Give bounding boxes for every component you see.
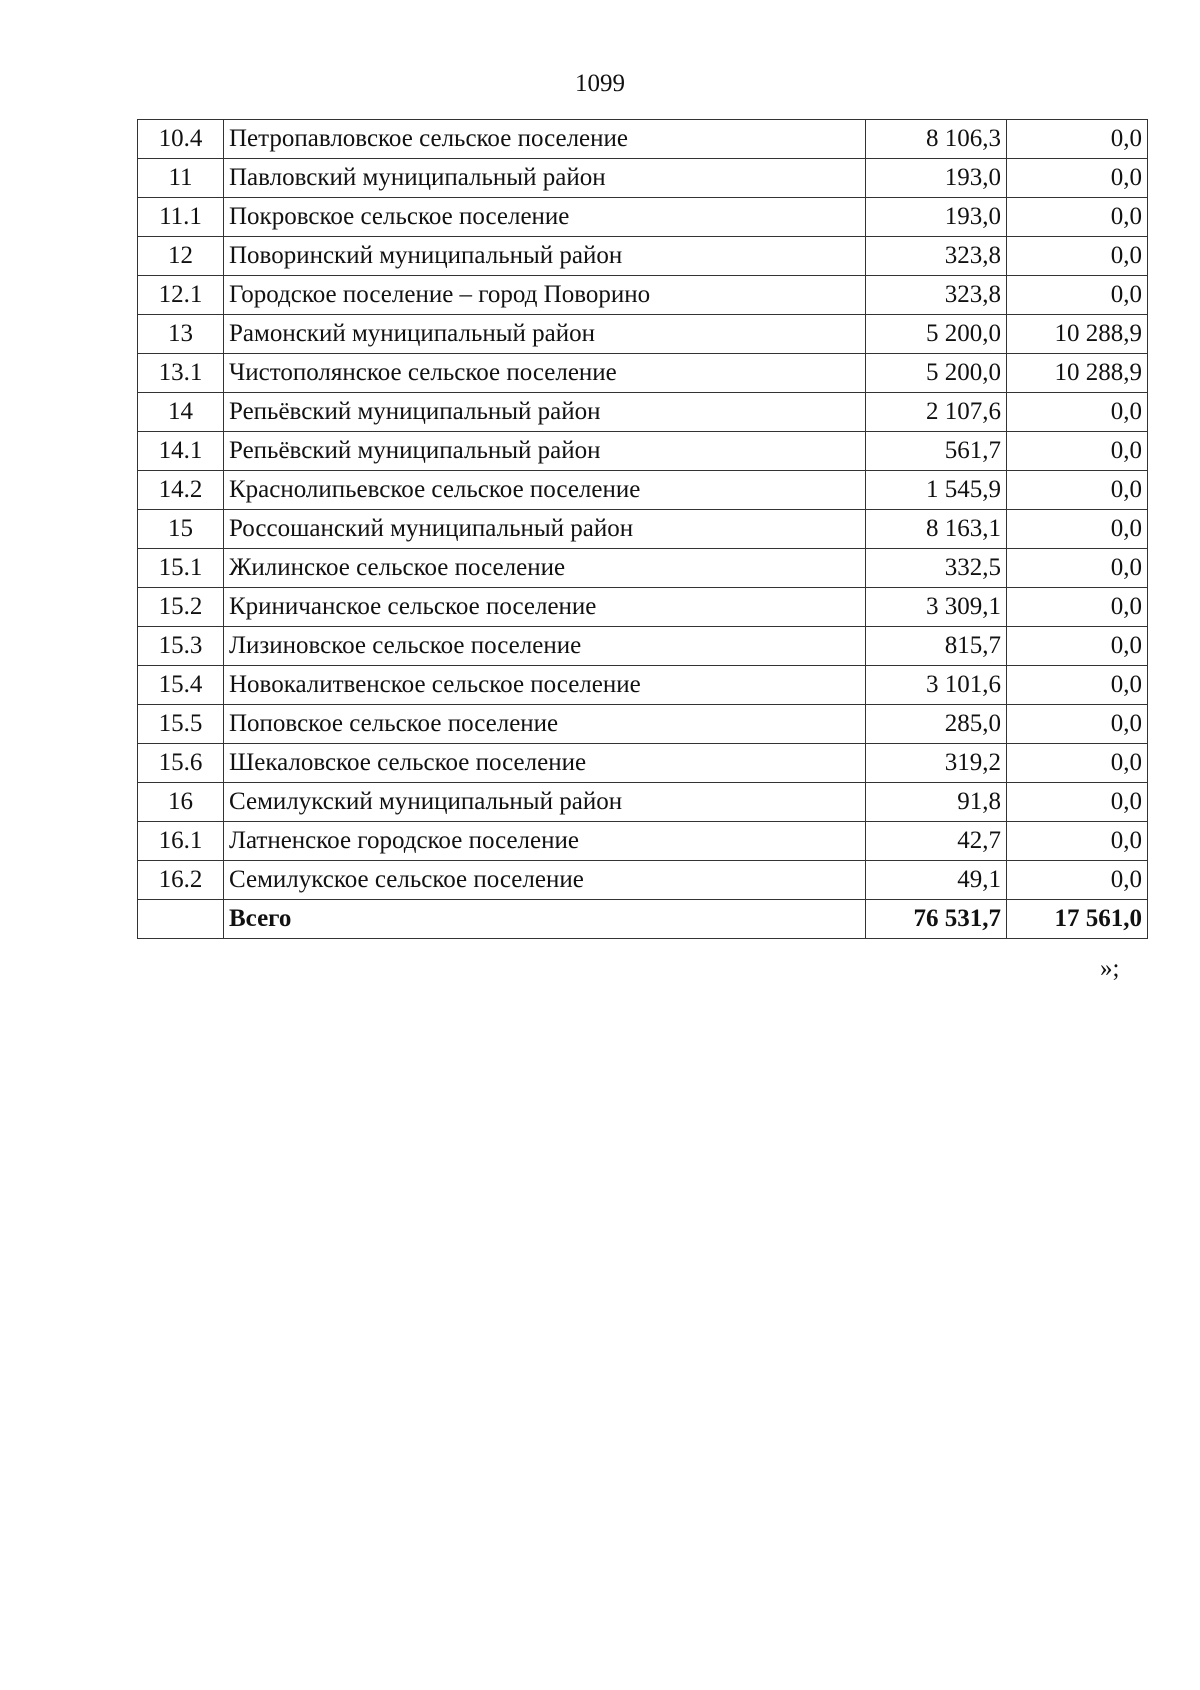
row-name-cell: Россошанский муниципальный район — [224, 510, 866, 549]
row-value-2-cell: 0,0 — [1007, 588, 1148, 627]
row-value-2-cell: 0,0 — [1007, 705, 1148, 744]
row-name-cell: Поворинский муниципальный район — [224, 237, 866, 276]
table-row — [138, 354, 1148, 393]
table-row — [138, 549, 1148, 588]
row-number-cell: 14 — [138, 393, 224, 432]
row-value-2-cell: 0,0 — [1007, 627, 1148, 666]
table-row — [138, 432, 1148, 471]
row-value-2-cell: 0,0 — [1007, 393, 1148, 432]
row-value-2-cell: 10 288,9 — [1007, 354, 1148, 393]
row-value-2-cell: 0,0 — [1007, 549, 1148, 588]
row-number-cell: 16.2 — [138, 861, 224, 900]
row-name-cell: Жилинское сельское поселение — [224, 549, 866, 588]
row-number-cell: 15.1 — [138, 549, 224, 588]
row-number-cell: 16 — [138, 783, 224, 822]
row-value-1-cell: 8 106,3 — [866, 120, 1007, 159]
row-name-cell: Поповское сельское поселение — [224, 705, 866, 744]
table-row — [138, 705, 1148, 744]
row-number-cell: 10.4 — [138, 120, 224, 159]
table-body — [138, 120, 1148, 939]
row-value-1-cell: 815,7 — [866, 627, 1007, 666]
row-value-1-cell: 8 163,1 — [866, 510, 1007, 549]
row-value-2-cell: 10 288,9 — [1007, 315, 1148, 354]
table-row — [138, 198, 1148, 237]
row-number-cell: 12.1 — [138, 276, 224, 315]
row-name-cell: Павловский муниципальный район — [224, 159, 866, 198]
total-value-2-cell: 17 561,0 — [1007, 900, 1148, 939]
row-value-2-cell: 0,0 — [1007, 432, 1148, 471]
row-number-cell: 15.3 — [138, 627, 224, 666]
row-value-2-cell: 0,0 — [1007, 861, 1148, 900]
row-name-cell: Чистополянское сельское поселение — [224, 354, 866, 393]
row-number-cell: 11 — [138, 159, 224, 198]
table-row — [138, 315, 1148, 354]
row-name-cell: Семилукское сельское поселение — [224, 861, 866, 900]
row-name-cell: Криничанское сельское поселение — [224, 588, 866, 627]
table-row — [138, 861, 1148, 900]
row-value-1-cell: 332,5 — [866, 549, 1007, 588]
row-number-cell: 11.1 — [138, 198, 224, 237]
row-number-cell: 14.1 — [138, 432, 224, 471]
table-row — [138, 510, 1148, 549]
row-name-cell: Семилукский муниципальный район — [224, 783, 866, 822]
row-value-1-cell: 49,1 — [866, 861, 1007, 900]
closing-quote-mark: »; — [1100, 955, 1120, 982]
table-row — [138, 120, 1148, 159]
row-value-2-cell: 0,0 — [1007, 822, 1148, 861]
table-row — [138, 744, 1148, 783]
row-value-1-cell: 561,7 — [866, 432, 1007, 471]
row-value-2-cell: 0,0 — [1007, 510, 1148, 549]
row-value-2-cell: 0,0 — [1007, 744, 1148, 783]
row-value-1-cell: 5 200,0 — [866, 354, 1007, 393]
row-value-2-cell: 0,0 — [1007, 666, 1148, 705]
row-name-cell: Латненское городское поселение — [224, 822, 866, 861]
table-row — [138, 783, 1148, 822]
total-value-1-cell: 76 531,7 — [866, 900, 1007, 939]
row-name-cell: Лизиновское сельское поселение — [224, 627, 866, 666]
row-value-1-cell: 319,2 — [866, 744, 1007, 783]
row-name-cell: Шекаловское сельское поселение — [224, 744, 866, 783]
total-num-cell — [138, 900, 224, 939]
table-row — [138, 237, 1148, 276]
row-value-1-cell: 1 545,9 — [866, 471, 1007, 510]
row-number-cell: 16.1 — [138, 822, 224, 861]
table-row — [138, 276, 1148, 315]
table-row — [138, 393, 1148, 432]
row-name-cell: Покровское сельское поселение — [224, 198, 866, 237]
row-value-1-cell: 42,7 — [866, 822, 1007, 861]
row-name-cell: Рамонский муниципальный район — [224, 315, 866, 354]
budget-table — [137, 119, 1148, 939]
row-value-1-cell: 3 309,1 — [866, 588, 1007, 627]
row-value-1-cell: 323,8 — [866, 237, 1007, 276]
row-number-cell: 13 — [138, 315, 224, 354]
row-name-cell: Репьёвский муниципальный район — [224, 393, 866, 432]
row-number-cell: 15 — [138, 510, 224, 549]
row-number-cell: 14.2 — [138, 471, 224, 510]
row-number-cell: 12 — [138, 237, 224, 276]
row-value-2-cell: 0,0 — [1007, 276, 1148, 315]
row-number-cell: 15.4 — [138, 666, 224, 705]
row-number-cell: 13.1 — [138, 354, 224, 393]
row-value-1-cell: 193,0 — [866, 198, 1007, 237]
row-value-1-cell: 5 200,0 — [866, 315, 1007, 354]
row-value-2-cell: 0,0 — [1007, 783, 1148, 822]
table-row — [138, 159, 1148, 198]
row-number-cell: 15.2 — [138, 588, 224, 627]
row-value-1-cell: 323,8 — [866, 276, 1007, 315]
row-value-1-cell: 2 107,6 — [866, 393, 1007, 432]
table-row — [138, 666, 1148, 705]
row-name-cell: Новокалитвенское сельское поселение — [224, 666, 866, 705]
row-value-1-cell: 193,0 — [866, 159, 1007, 198]
total-label-cell: Всего — [224, 900, 866, 939]
row-value-2-cell: 0,0 — [1007, 471, 1148, 510]
row-number-cell: 15.5 — [138, 705, 224, 744]
row-name-cell: Репьёвский муниципальный район — [224, 432, 866, 471]
row-value-1-cell: 3 101,6 — [866, 666, 1007, 705]
row-value-1-cell: 285,0 — [866, 705, 1007, 744]
table-row — [138, 471, 1148, 510]
page-number: 1099 — [575, 70, 625, 97]
total-row — [138, 900, 1148, 939]
row-name-cell: Петропавловское сельское поселение — [224, 120, 866, 159]
row-value-2-cell: 0,0 — [1007, 120, 1148, 159]
table-row — [138, 588, 1148, 627]
row-name-cell: Городское поселение – город Поворино — [224, 276, 866, 315]
row-name-cell: Краснолипьевское сельское поселение — [224, 471, 866, 510]
table-row — [138, 822, 1148, 861]
row-number-cell: 15.6 — [138, 744, 224, 783]
row-value-1-cell: 91,8 — [866, 783, 1007, 822]
table-row — [138, 627, 1148, 666]
row-value-2-cell: 0,0 — [1007, 237, 1148, 276]
row-value-2-cell: 0,0 — [1007, 159, 1148, 198]
row-value-2-cell: 0,0 — [1007, 198, 1148, 237]
